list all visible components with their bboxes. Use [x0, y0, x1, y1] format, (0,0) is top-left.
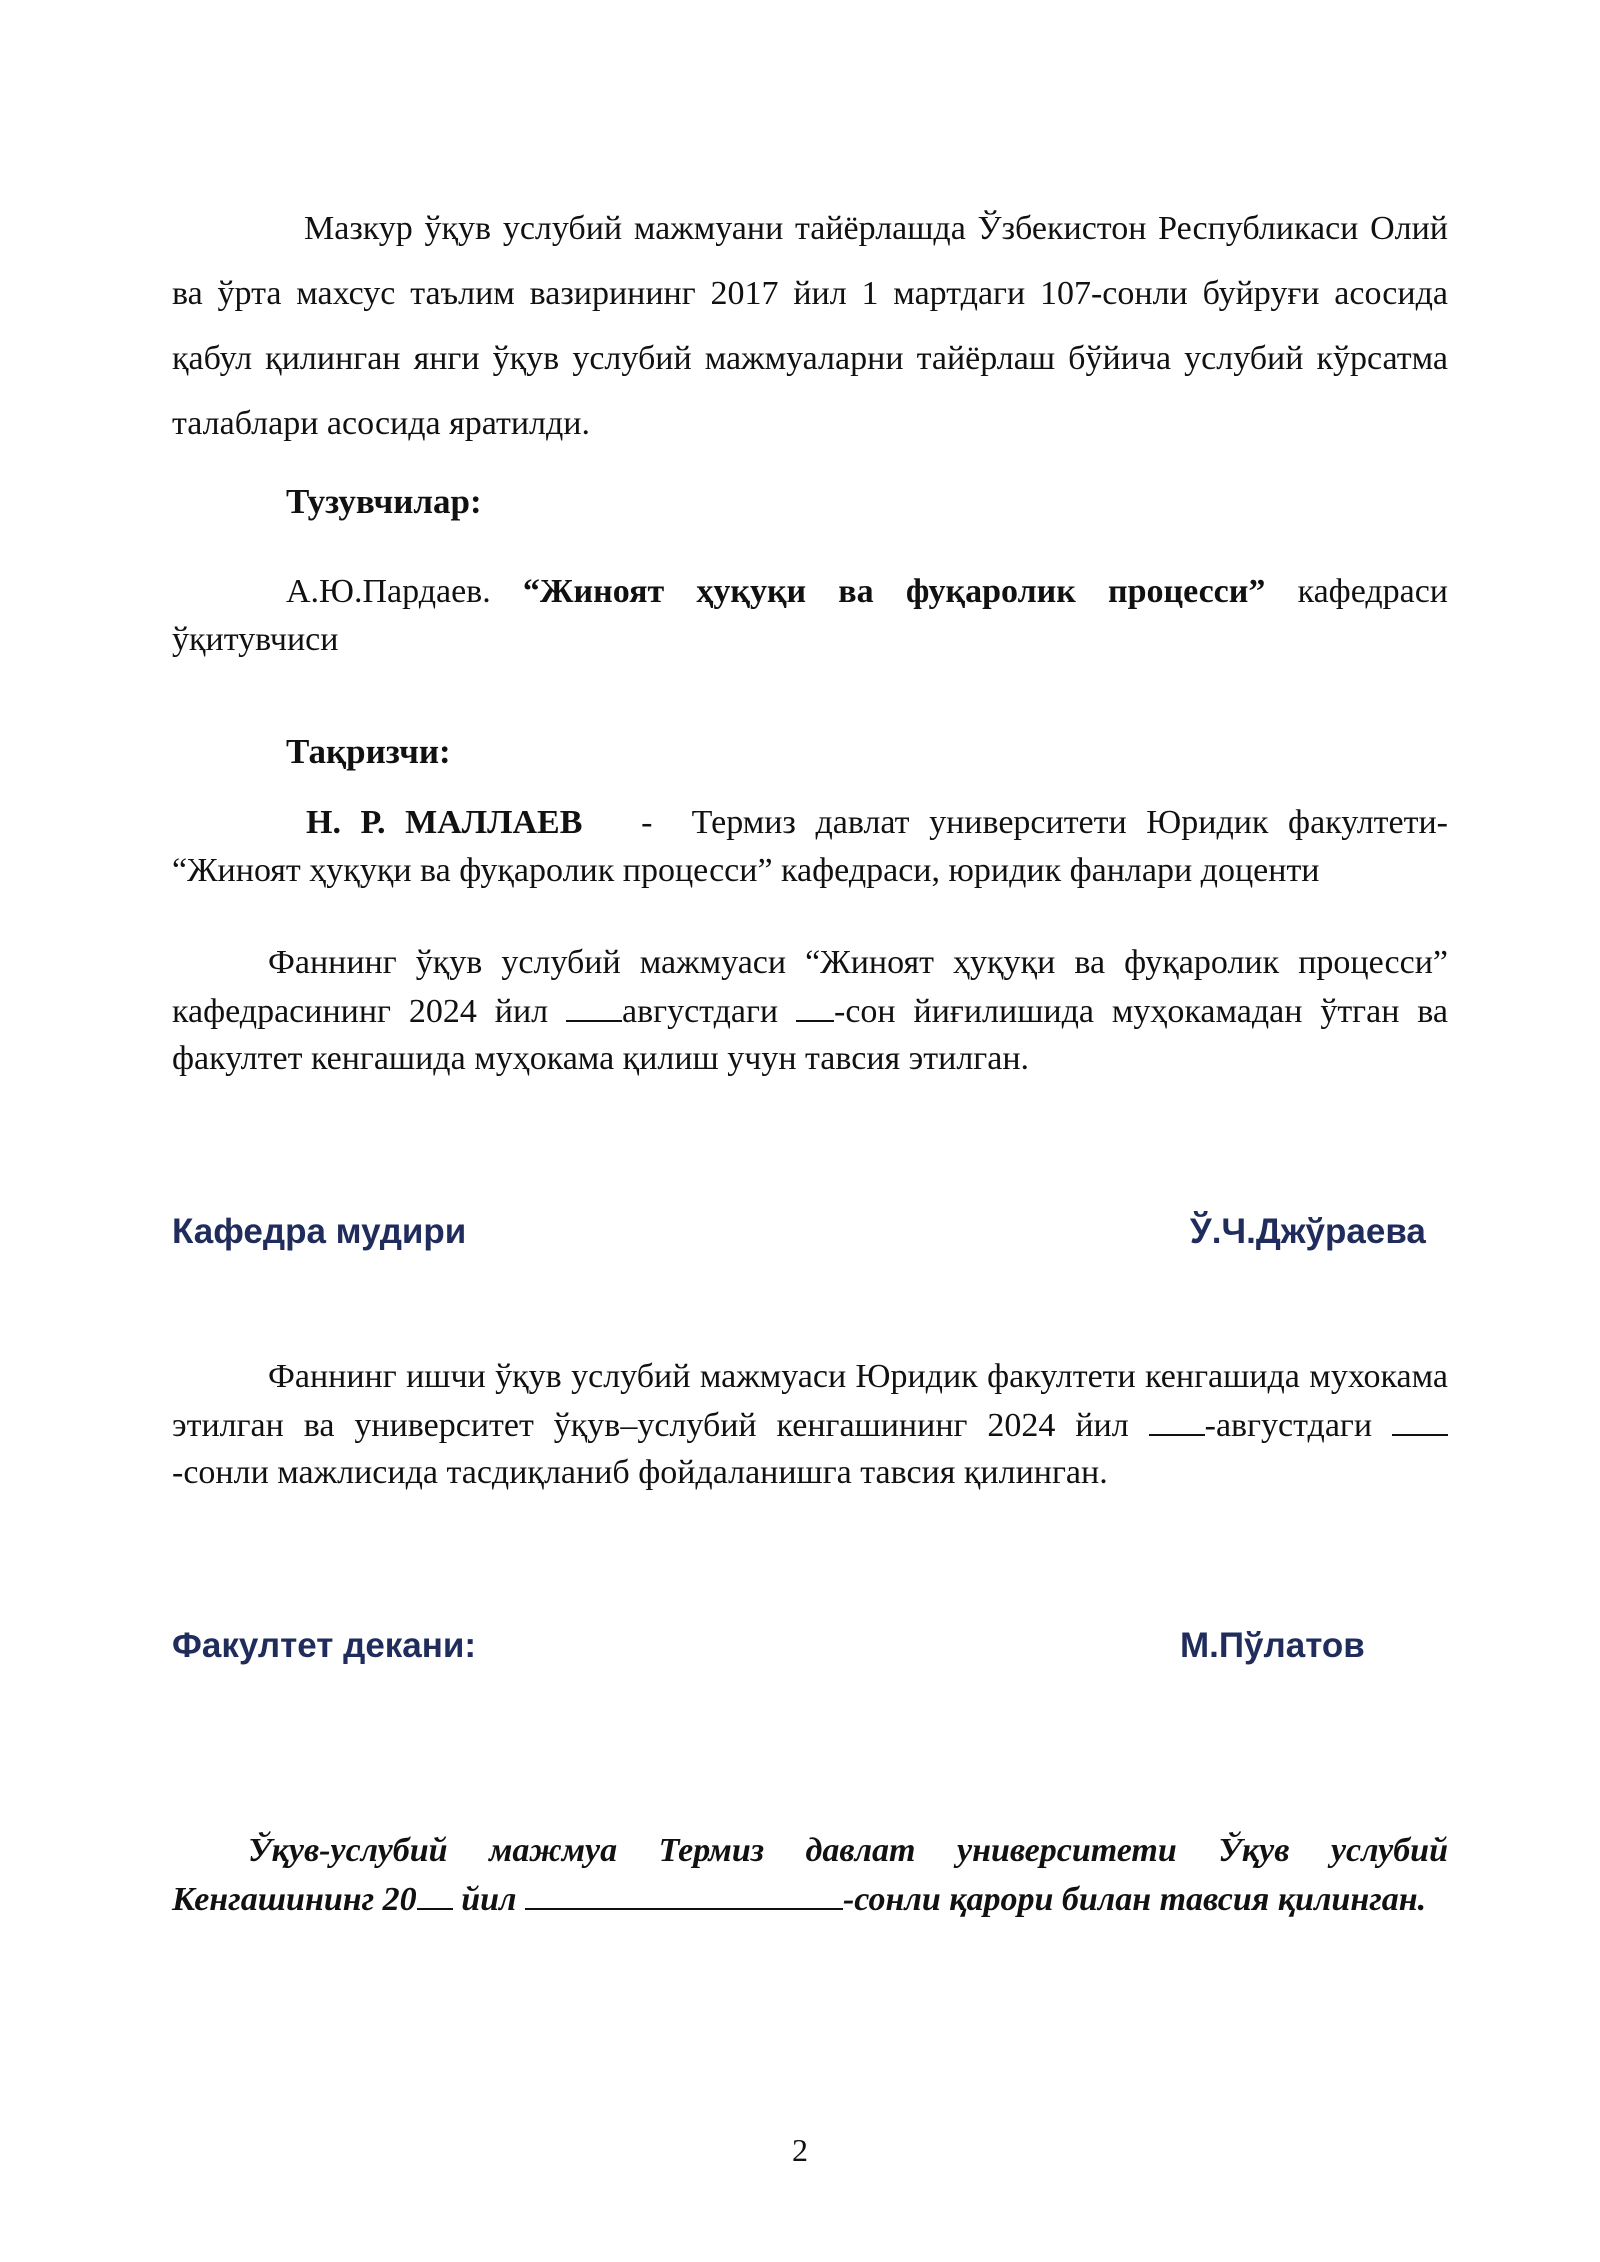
cafedra-rec-part2: августдаги [622, 993, 779, 1030]
cafedra-rec-part3: -сон йиғилишида муҳокамадан ўтган ва факултет кенгашида муҳокама қилиш учун тавсия этилган. [172, 993, 1448, 1077]
year-blank [417, 1874, 453, 1910]
head-of-department-title: Кафедра мудири [172, 1212, 467, 1251]
head-of-department-name: Ў.Ч.Джўраева [1190, 1212, 1426, 1251]
council-rec-part2: -августдаги [1204, 1407, 1373, 1444]
reviewer-heading: Тақризчи: [286, 732, 451, 771]
author-department: “Жиноят ҳуқуқи ва фуқаролик процесси” [522, 573, 1266, 610]
dean-name: М.Пўлатов [1180, 1626, 1365, 1665]
cafedra-rec-part1: Фаннинг ўқув услубий мажмуаси “Жиноят ҳуқуқи ва фуқаролик процесси” кафедрасининг 2024 йил [172, 944, 1448, 1030]
number-blank [796, 986, 834, 1022]
council-recommendation [172, 1353, 1448, 1496]
dean-title: Факултет декани: [172, 1626, 477, 1665]
reviewer-details: Термиз давлат университети Юридик факултети- “Жиноят ҳуқуқи ва фуқаролик процесси” кафедраси, юридик фанлари доценти [172, 804, 1448, 889]
number-blank [1392, 1400, 1448, 1436]
cafedra-recommendation [172, 939, 1448, 1082]
authors-heading: Тузувчилар: [286, 482, 482, 521]
univ-rec-part3: -сонли қарори билан тавсия қилинган. [842, 1881, 1427, 1918]
council-rec-part1: Фаннинг ишчи ўқув услубий мажмуаси Юридик факултети кенгашида мухокама этилган ва университет ўқув–услубий кенгашининг 2024 йил [172, 1358, 1448, 1444]
reviewer-paragraph [172, 799, 1448, 895]
page-number: 2 [792, 2132, 808, 2168]
university-recommendation [172, 1827, 1448, 1923]
authors-paragraph [172, 568, 1448, 664]
author-name: А.Ю.Пардаев. [286, 573, 491, 610]
council-rec-part3: -сонли мажлисида тасдиқланиб фойдаланишга тавсия қилинган. [172, 1454, 1108, 1491]
date-blank [566, 986, 622, 1022]
univ-rec-part1: Ўқув-услубий мажмуа Термиз давлат университети Ўқув услубий Кенгашининг 20 [172, 1832, 1448, 1918]
decision-number-blank [525, 1874, 843, 1910]
reviewer-dash: - [641, 804, 653, 841]
date-blank [1149, 1400, 1205, 1436]
author-role: кафедраси ўқитувчиси [172, 573, 1449, 658]
intro-paragraph: Мазкур ўқув услубий мажмуани тайёрлашда Ўзбекистон Республикаси Олий ва ўрта махсус таълим вазирининг 2017 йил 1 мартдаги 107-сонли буйруғи асосида қабул қилинган янги ўқув услубий мажмуаларни тайёрлаш бўйича услубий кўрсатма талаблари асосида яратилди. [172, 210, 1448, 442]
reviewer-name: Н. Р. МАЛЛАЕВ [306, 804, 583, 841]
univ-rec-part2: йил [461, 1881, 517, 1918]
